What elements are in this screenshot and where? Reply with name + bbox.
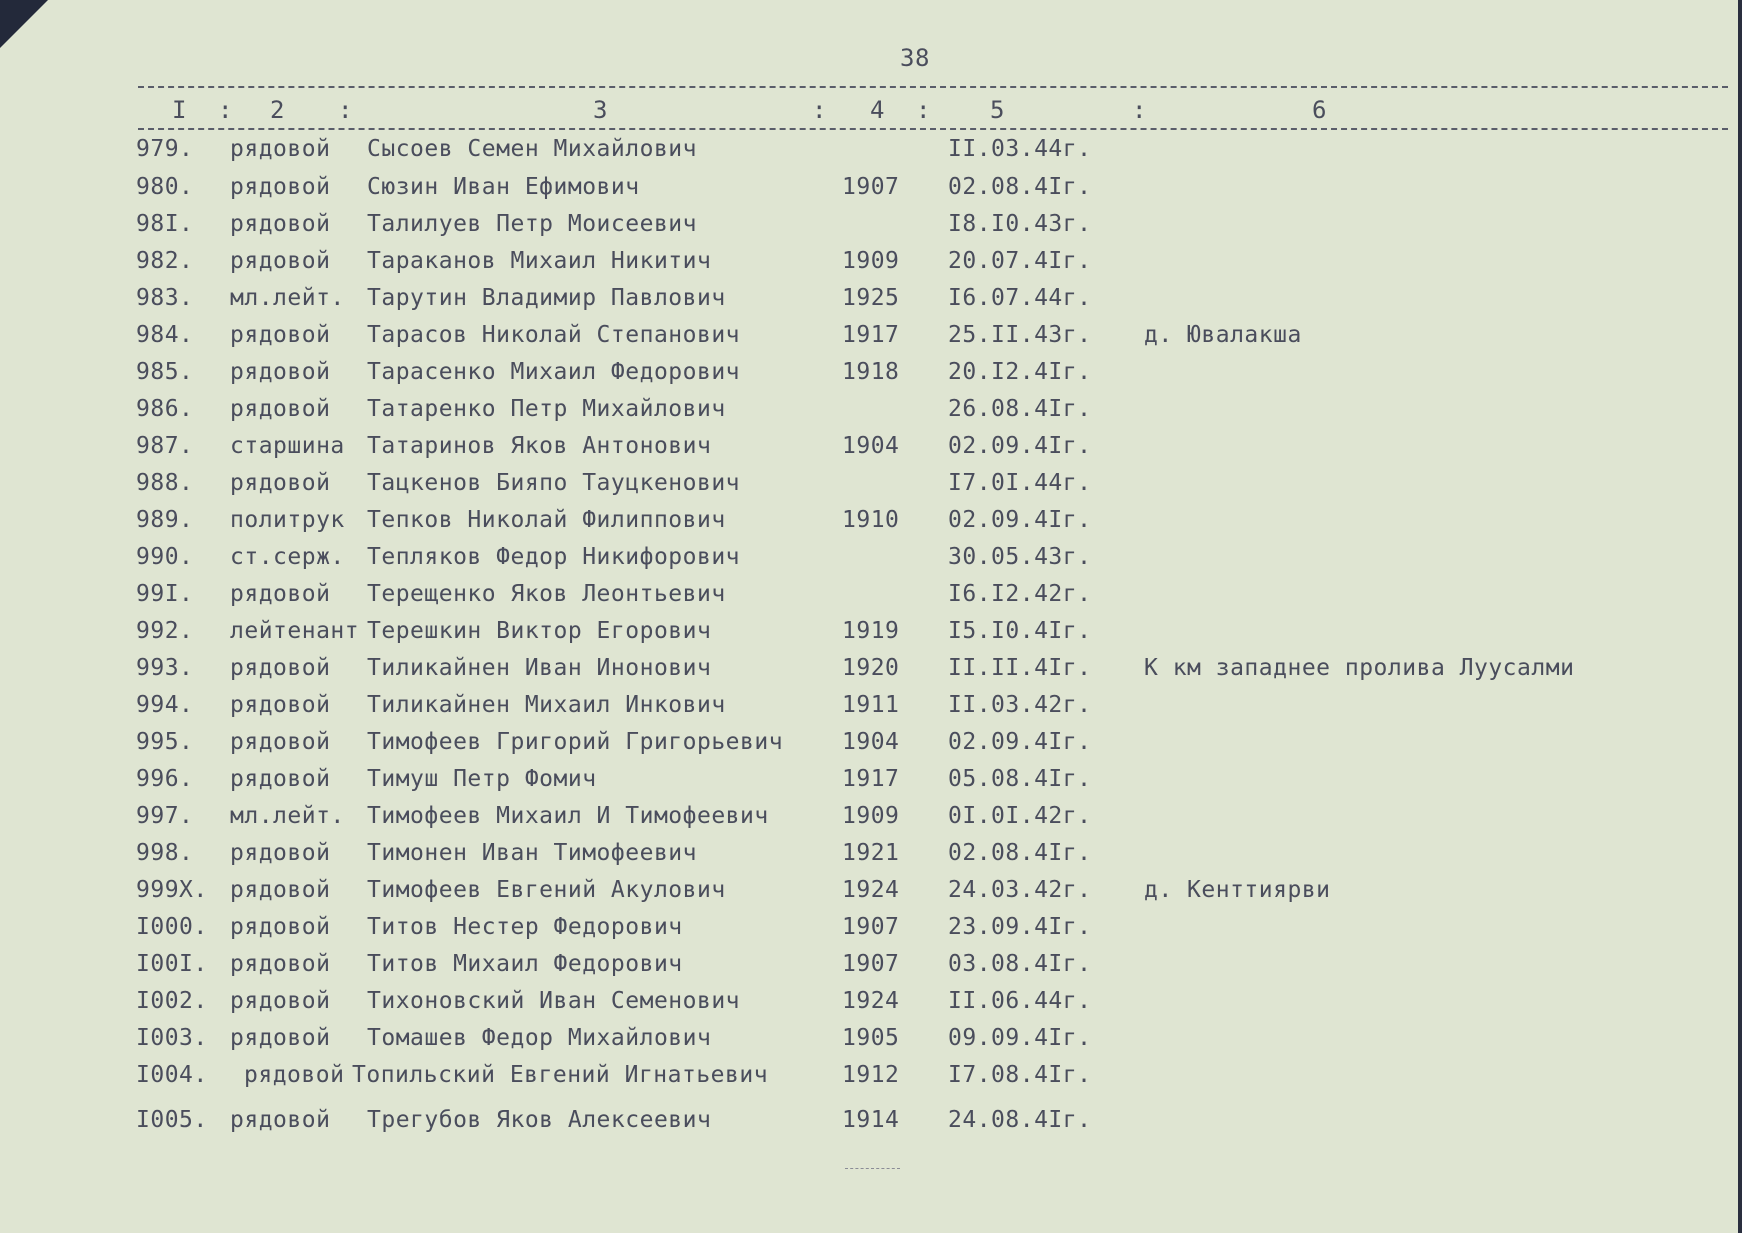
- record-date: I7.0I.44г.: [948, 470, 1092, 496]
- record-birth-year: 1918: [842, 359, 900, 385]
- record-row: [0, 174, 1742, 208]
- header-col-6: 6: [1312, 96, 1327, 124]
- record-number: 996.: [136, 766, 194, 792]
- record-name: Тимофеев Евгений Акулович: [367, 877, 726, 903]
- folded-corner: [0, 0, 48, 48]
- record-birth-year: 1904: [842, 433, 900, 459]
- record-number: 995.: [136, 729, 194, 755]
- record-name: Тараканов Михаил Никитич: [367, 248, 712, 274]
- record-birth-year: 1921: [842, 840, 900, 866]
- record-row: [0, 655, 1742, 689]
- record-rank: рядовой: [230, 248, 331, 274]
- record-name: Тимуш Петр Фомич: [367, 766, 597, 792]
- record-date: 05.08.4Iг.: [948, 766, 1092, 792]
- record-birth-year: 1924: [842, 988, 900, 1014]
- record-date: 23.09.4Iг.: [948, 914, 1092, 940]
- record-name: Тарасенко Михаил Федорович: [367, 359, 741, 385]
- record-number: 983.: [136, 285, 194, 311]
- record-number: I005.: [136, 1107, 208, 1133]
- record-number: I002.: [136, 988, 208, 1014]
- record-date: I6.07.44г.: [948, 285, 1092, 311]
- record-row: [0, 1025, 1742, 1059]
- record-number: I003.: [136, 1025, 208, 1051]
- record-number: 999X.: [136, 877, 208, 903]
- record-birth-year: 1909: [842, 803, 900, 829]
- header-col-3: 3: [593, 96, 608, 124]
- record-name: Тихоновский Иван Семенович: [367, 988, 741, 1014]
- record-rank: рядовой: [230, 211, 331, 237]
- record-date: 02.08.4Iг.: [948, 840, 1092, 866]
- record-birth-year: 1914: [842, 1107, 900, 1133]
- record-name: Тиликайнен Михаил Инкович: [367, 692, 726, 718]
- record-date: 0I.0I.42г.: [948, 803, 1092, 829]
- record-name: Трегубов Яков Алексеевич: [367, 1107, 712, 1133]
- record-name: Тарутин Владимир Павлович: [367, 285, 726, 311]
- header-rule-bottom: [138, 128, 1728, 130]
- record-date: 26.08.4Iг.: [948, 396, 1092, 422]
- record-row: [0, 396, 1742, 430]
- record-name: Тимофеев Григорий Григорьевич: [367, 729, 784, 755]
- record-birth-year: 1907: [842, 174, 900, 200]
- record-name: Сюзин Иван Ефимович: [367, 174, 640, 200]
- record-date: 03.08.4Iг.: [948, 951, 1092, 977]
- record-number: 979.: [136, 136, 194, 162]
- record-rank: рядовой: [230, 766, 331, 792]
- header-separator: :: [1132, 96, 1147, 124]
- record-rank: рядовой: [230, 470, 331, 496]
- record-row: [0, 988, 1742, 1022]
- record-name: Терещенко Яков Леонтьевич: [367, 581, 726, 607]
- record-birth-year: 1907: [842, 951, 900, 977]
- record-row: [0, 840, 1742, 874]
- record-rank: рядовой: [230, 988, 331, 1014]
- record-number: 987.: [136, 433, 194, 459]
- record-rank: мл.лейт.: [230, 803, 345, 829]
- record-rank: старшина: [230, 433, 345, 459]
- record-rank: рядовой: [230, 692, 331, 718]
- record-birth-year: 1912: [842, 1062, 900, 1088]
- record-name: Тарасов Николай Степанович: [367, 322, 741, 348]
- header-separator: :: [916, 96, 931, 124]
- record-rank: рядовой: [230, 396, 331, 422]
- record-row: [0, 136, 1742, 170]
- record-rank: рядовой: [230, 914, 331, 940]
- record-number: 988.: [136, 470, 194, 496]
- record-birth-year: 1905: [842, 1025, 900, 1051]
- record-rank: рядовой: [230, 840, 331, 866]
- trailing-dash: [845, 1168, 900, 1169]
- record-number: 992.: [136, 618, 194, 644]
- record-rank: рядовой: [230, 322, 331, 348]
- record-name: Тацкенов Бияпо Тауцкенович: [367, 470, 741, 496]
- record-rank: политрук: [230, 507, 345, 533]
- record-birth-year: 1919: [842, 618, 900, 644]
- record-row: [0, 433, 1742, 467]
- record-rank: рядовой: [244, 1062, 345, 1088]
- record-birth-year: 1925: [842, 285, 900, 311]
- record-number: I004.: [136, 1062, 208, 1088]
- record-name: Сысоев Семен Михайлович: [367, 136, 697, 162]
- record-rank: лейтенант: [230, 618, 360, 644]
- record-name: Титов Нестер Федорович: [367, 914, 683, 940]
- record-number: 984.: [136, 322, 194, 348]
- record-name: Терешкин Виктор Егорович: [367, 618, 712, 644]
- record-date: II.03.44г.: [948, 136, 1092, 162]
- record-name: Тимонен Иван Тимофеевич: [367, 840, 697, 866]
- record-birth-year: 1911: [842, 692, 900, 718]
- record-birth-year: 1907: [842, 914, 900, 940]
- record-rank: мл.лейт.: [230, 285, 345, 311]
- record-birth-year: 1904: [842, 729, 900, 755]
- record-date: I7.08.4Iг.: [948, 1062, 1092, 1088]
- record-rank: ст.серж.: [230, 544, 345, 570]
- record-number: 982.: [136, 248, 194, 274]
- record-number: 990.: [136, 544, 194, 570]
- record-row: [0, 581, 1742, 615]
- record-date: 20.I2.4Iг.: [948, 359, 1092, 385]
- record-date: I8.I0.43г.: [948, 211, 1092, 237]
- record-date: 20.07.4Iг.: [948, 248, 1092, 274]
- record-row: [0, 211, 1742, 245]
- record-rank: рядовой: [230, 951, 331, 977]
- record-name: Татаринов Яков Антонович: [367, 433, 712, 459]
- record-date: 02.08.4Iг.: [948, 174, 1092, 200]
- record-number: 98I.: [136, 211, 194, 237]
- record-number: 99I.: [136, 581, 194, 607]
- record-row: [0, 803, 1742, 837]
- record-row: [0, 914, 1742, 948]
- record-number: 985.: [136, 359, 194, 385]
- record-date: 25.II.43г.: [948, 322, 1092, 348]
- record-name: Титов Михаил Федорович: [367, 951, 683, 977]
- record-number: I00I.: [136, 951, 208, 977]
- record-name: Тимофеев Михаил И Тимофеевич: [367, 803, 769, 829]
- record-name: Татаренко Петр Михайлович: [367, 396, 726, 422]
- record-row: [0, 618, 1742, 652]
- record-row: [0, 544, 1742, 578]
- record-row: [0, 507, 1742, 541]
- record-row: [0, 951, 1742, 985]
- record-date: 02.09.4Iг.: [948, 433, 1092, 459]
- header-col-5: 5: [990, 96, 1005, 124]
- record-place: К км западнее пролива Луусалми: [1144, 655, 1575, 681]
- record-date: I5.I0.4Iг.: [948, 618, 1092, 644]
- record-row: [0, 766, 1742, 800]
- header-col-4: 4: [870, 96, 885, 124]
- header-separator: :: [812, 96, 827, 124]
- record-row: [0, 1062, 1742, 1096]
- record-row: [0, 729, 1742, 763]
- record-name: Талилуев Петр Моисеевич: [367, 211, 697, 237]
- record-birth-year: 1917: [842, 766, 900, 792]
- record-rank: рядовой: [230, 1025, 331, 1051]
- record-date: II.06.44г.: [948, 988, 1092, 1014]
- record-name: Тепляков Федор Никифорович: [367, 544, 741, 570]
- header-col-2: 2: [270, 96, 285, 124]
- record-date: I6.I2.42г.: [948, 581, 1092, 607]
- record-number: 998.: [136, 840, 194, 866]
- record-name: Тиликайнен Иван Инонович: [367, 655, 712, 681]
- record-number: 989.: [136, 507, 194, 533]
- record-row: [0, 692, 1742, 726]
- record-rank: рядовой: [230, 1107, 331, 1133]
- record-row: [0, 322, 1742, 356]
- record-name: Тепков Николай Филиппович: [367, 507, 726, 533]
- record-date: 24.08.4Iг.: [948, 1107, 1092, 1133]
- header-separator: :: [218, 96, 233, 124]
- record-place: д. Кенттиярви: [1144, 877, 1331, 903]
- record-rank: рядовой: [230, 359, 331, 385]
- record-birth-year: 1910: [842, 507, 900, 533]
- record-row: [0, 359, 1742, 393]
- record-birth-year: 1909: [842, 248, 900, 274]
- record-row: [0, 248, 1742, 282]
- record-number: 980.: [136, 174, 194, 200]
- record-rank: рядовой: [230, 174, 331, 200]
- record-rank: рядовой: [230, 136, 331, 162]
- record-number: 993.: [136, 655, 194, 681]
- record-date: 09.09.4Iг.: [948, 1025, 1092, 1051]
- record-name: Томашев Федор Михайлович: [367, 1025, 712, 1051]
- record-number: I000.: [136, 914, 208, 940]
- record-name: Топильский Евгений Игнатьевич: [352, 1062, 769, 1088]
- record-date: 24.03.42г.: [948, 877, 1092, 903]
- record-number: 994.: [136, 692, 194, 718]
- record-rank: рядовой: [230, 581, 331, 607]
- header-separator: :: [338, 96, 353, 124]
- record-row: [0, 1107, 1742, 1141]
- record-rank: рядовой: [230, 655, 331, 681]
- record-number: 986.: [136, 396, 194, 422]
- header-rule-top: [138, 86, 1728, 88]
- record-row: [0, 877, 1742, 911]
- record-birth-year: 1920: [842, 655, 900, 681]
- record-row: [0, 285, 1742, 319]
- record-number: 997.: [136, 803, 194, 829]
- record-date: 02.09.4Iг.: [948, 729, 1092, 755]
- record-date: 02.09.4Iг.: [948, 507, 1092, 533]
- record-date: II.II.4Iг.: [948, 655, 1092, 681]
- record-rank: рядовой: [230, 729, 331, 755]
- record-row: [0, 470, 1742, 504]
- record-birth-year: 1924: [842, 877, 900, 903]
- record-date: II.03.42г.: [948, 692, 1092, 718]
- record-rank: рядовой: [230, 877, 331, 903]
- record-place: д. Ювалакша: [1144, 322, 1302, 348]
- page-number: 38: [900, 44, 930, 72]
- header-col-1: I: [172, 96, 187, 124]
- record-date: 30.05.43г.: [948, 544, 1092, 570]
- record-birth-year: 1917: [842, 322, 900, 348]
